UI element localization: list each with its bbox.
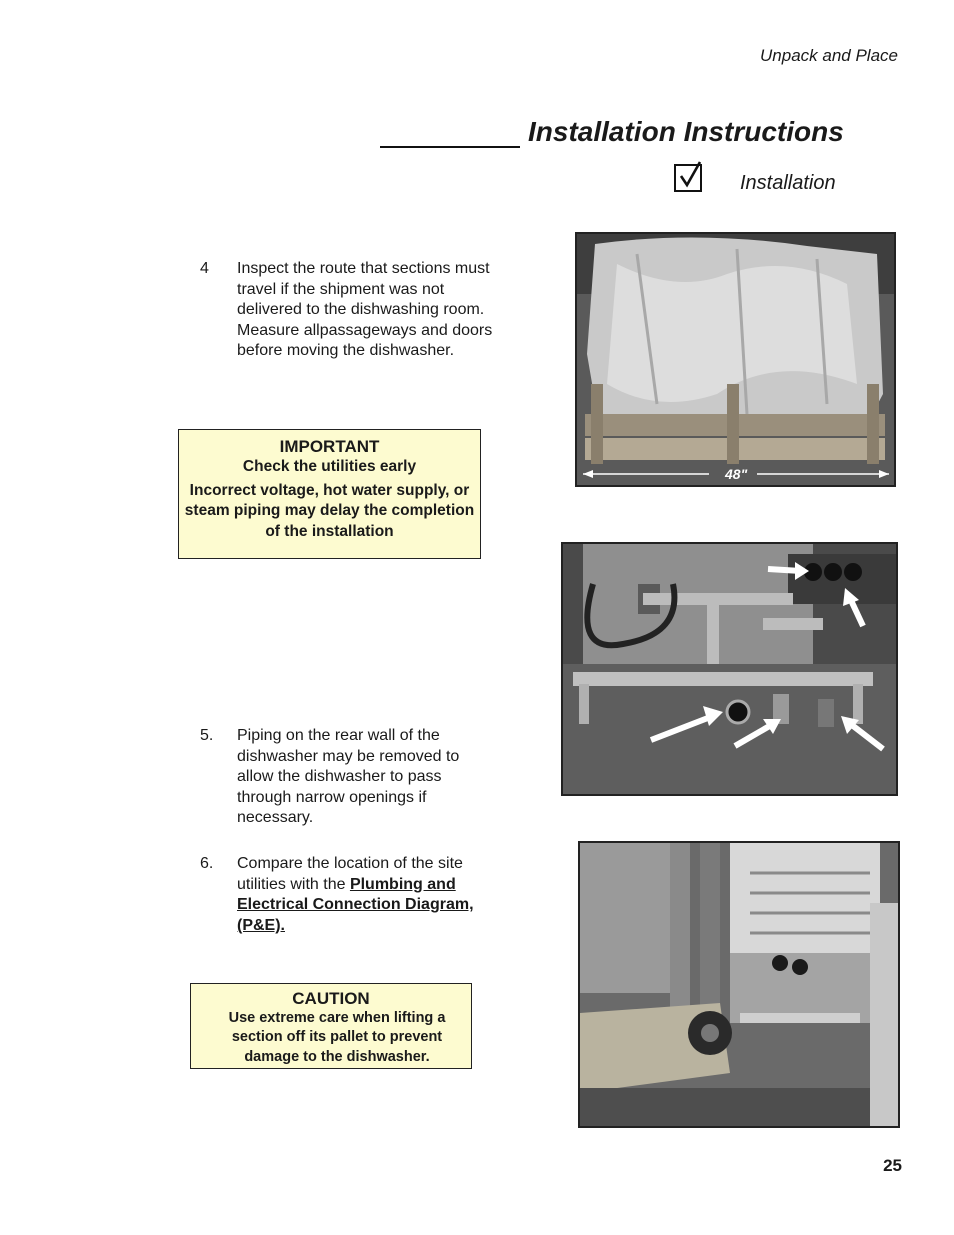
step-text	[237, 854, 497, 936]
page-title: Installation Instructions	[528, 116, 844, 147]
caution-notice	[190, 983, 472, 1069]
rear-piping-photo	[561, 542, 898, 796]
forklift-photo	[578, 841, 900, 1128]
dimension-label: 48"	[725, 466, 748, 482]
pallet-photo	[575, 232, 896, 487]
step-text: Piping on the rear wall of the dishwasher may be removed to allow the dishwasher to pass through narrow openings if necessary.	[237, 727, 460, 827]
title-rule	[380, 146, 520, 148]
step-6	[200, 854, 500, 944]
step-text-lead: Compare the location of the site utilities with the	[237, 855, 463, 893]
step-text: Inspect the route that sections must travel if the shipment was not delivered to the dishwashing room. Measure allpassageways and doors before moving the dishwasher.	[237, 260, 493, 360]
notice-heading: CAUTION	[292, 989, 370, 1008]
step-number: 4	[200, 260, 209, 277]
notice-body: Use extreme care when lifting a section off its pallet to prevent damage to the dishwasher.	[228, 1010, 446, 1065]
section-subtitle: Installation	[740, 172, 836, 194]
notice-subheading: Check the utilities early	[242, 458, 417, 475]
checkbox-icon	[674, 164, 702, 192]
running-head: Unpack and Place	[760, 46, 898, 65]
important-notice	[178, 429, 481, 559]
step-number: 5.	[200, 727, 214, 744]
page-number: 25	[883, 1156, 902, 1175]
step-5	[200, 726, 500, 836]
step-number: 6.	[200, 855, 214, 872]
pe-diagram-link[interactable]: Plumbing and Electrical Connection Diagram, (P&E).	[237, 875, 474, 934]
notice-heading: IMPORTANT	[279, 437, 380, 456]
step-4	[200, 259, 500, 389]
notice-body: Incorrect voltage, hot water supply, or steam piping may delay the completion of the installation	[184, 481, 475, 540]
